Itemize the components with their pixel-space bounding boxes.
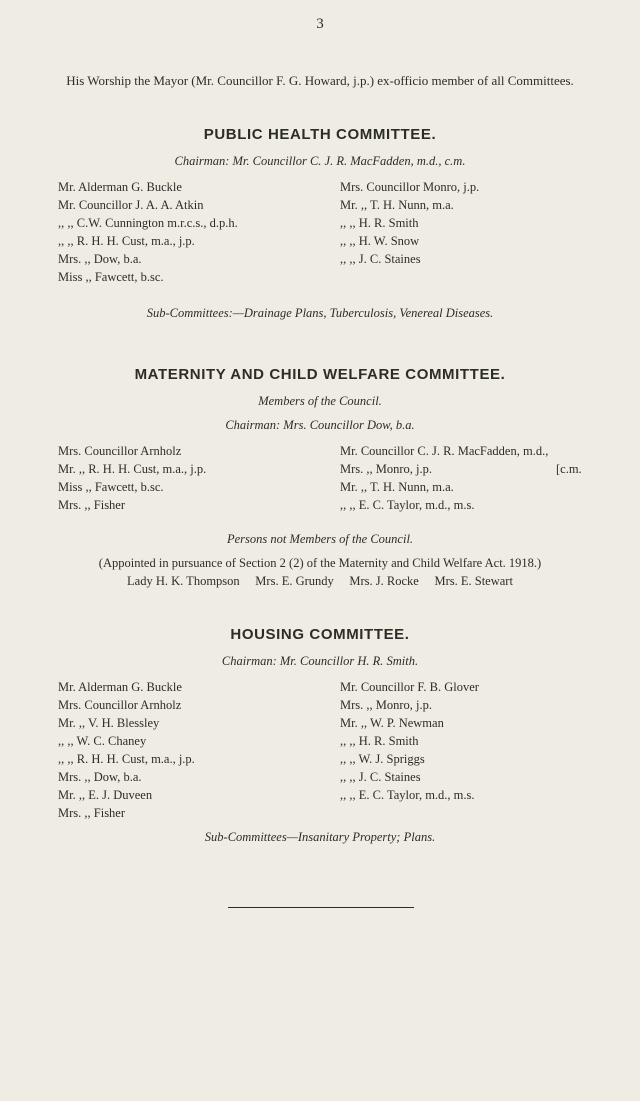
- ph-right-1: Mr. ,, T. H. Nunn, m.a.: [340, 198, 454, 212]
- hs-left-6: Mr. ,, E. J. Duveen: [58, 788, 153, 802]
- maternity-heading: MATERNITY AND CHILD WELFARE COMMITTEE.: [134, 366, 506, 383]
- hs-right-3: ,, ,, H. R. Smith: [340, 734, 419, 748]
- hs-right-2: Mr. ,, W. P. Newman: [340, 716, 444, 730]
- hs-right-0: Mr. Councillor F. B. Glover: [340, 680, 479, 694]
- ph-right-0: Mrs. Councillor Monro, j.p.: [340, 180, 480, 194]
- ph-left-1: Mr. Councillor J. A. A. Atkin: [58, 198, 204, 212]
- closing-rule: [228, 907, 414, 908]
- ph-right-2: ,, ,, H. R. Smith: [340, 216, 419, 230]
- hs-left-2: Mr. ,, V. H. Blessley: [58, 716, 160, 730]
- ph-left-4: Mrs. ,, Dow, b.a.: [58, 252, 142, 266]
- hs-right-1: Mrs. ,, Monro, j.p.: [340, 698, 433, 712]
- person-0: Lady H. K. Thompson: [127, 574, 240, 588]
- hs-left-4: ,, ,, R. H. H. Cust, m.a., j.p.: [58, 752, 195, 766]
- hs-left-1: Mrs. Councillor Arnholz: [58, 698, 182, 712]
- hs-right-5: ,, ,, J. C. Staines: [340, 770, 421, 784]
- ph-right-4: ,, ,, J. C. Staines: [340, 252, 421, 266]
- mat-left-2: Miss ,, Fawcett, b.sc.: [58, 480, 164, 494]
- housing-chairman: Chairman: Mr. Councillor H. R. Smith.: [221, 654, 419, 668]
- ph-right-3: ,, ,, H. W. Snow: [340, 234, 420, 248]
- mat-right-3: ,, ,, E. C. Taylor, m.d., m.s.: [340, 498, 475, 512]
- public-health-heading: PUBLIC HEALTH COMMITTEE.: [203, 126, 437, 143]
- mat-right-2: Mr. ,, T. H. Nunn, m.a.: [340, 480, 454, 494]
- ph-left-3: ,, ,, R. H. H. Cust, m.a., j.p.: [58, 234, 195, 248]
- maternity-non-members-label: Persons not Members of the Council.: [226, 532, 414, 546]
- mat-right-0: Mr. Councillor C. J. R. MacFadden, m.d.,: [340, 444, 549, 458]
- page-number: 3: [316, 16, 324, 32]
- maternity-members-label: Members of the Council.: [258, 394, 382, 408]
- mat-right-continuation: [c.m.: [556, 462, 582, 476]
- ph-left-5: Miss ,, Fawcett, b.sc.: [58, 270, 164, 284]
- housing-heading: HOUSING COMMITTEE.: [230, 626, 410, 643]
- public-health-chairman: Chairman: Mr. Councillor C. J. R. MacFadden, m.d., c.m.: [174, 154, 466, 168]
- hs-left-5: Mrs. ,, Dow, b.a.: [58, 770, 142, 784]
- maternity-chairman: Chairman: Mrs. Councillor Dow, b.a.: [225, 418, 415, 432]
- hs-right-4: ,, ,, W. J. Spriggs: [340, 752, 425, 766]
- person-3: Mrs. E. Stewart: [434, 574, 513, 588]
- person-1: Mrs. E. Grundy: [255, 574, 334, 588]
- hs-left-3: ,, ,, W. C. Chaney: [58, 734, 147, 748]
- mat-left-3: Mrs. ,, Fisher: [58, 498, 126, 512]
- person-2: Mrs. J. Rocke: [349, 574, 419, 588]
- intro-text: His Worship the Mayor (Mr. Councillor F. G. Howard, j.p.) ex-officio member of all Committees.: [66, 73, 574, 88]
- housing-subcommittees: Sub-Committees—Insanitary Property; Plans.: [204, 830, 436, 844]
- ph-left-0: Mr. Alderman G. Buckle: [58, 180, 182, 194]
- maternity-persons: [0, 574, 640, 589]
- mat-left-1: Mr. ,, R. H. H. Cust, m.a., j.p.: [58, 462, 207, 476]
- hs-right-6: ,, ,, E. C. Taylor, m.d., m.s.: [340, 788, 475, 802]
- ph-left-2: ,, ,, C.W. Cunnington m.r.c.s., d.p.h.: [58, 216, 238, 230]
- mat-right-1: Mrs. ,, Monro, j.p.: [340, 462, 433, 476]
- public-health-subcommittees: Sub-Committees:—Drainage Plans, Tuberculosis, Venereal Diseases.: [146, 306, 494, 320]
- hs-left-7: Mrs. ,, Fisher: [58, 806, 126, 820]
- maternity-appointed: (Appointed in pursuance of Section 2 (2) of the Maternity and Child Welfare Act. 1918.): [98, 556, 542, 570]
- hs-left-0: Mr. Alderman G. Buckle: [58, 680, 182, 694]
- mat-left-0: Mrs. Councillor Arnholz: [58, 444, 182, 458]
